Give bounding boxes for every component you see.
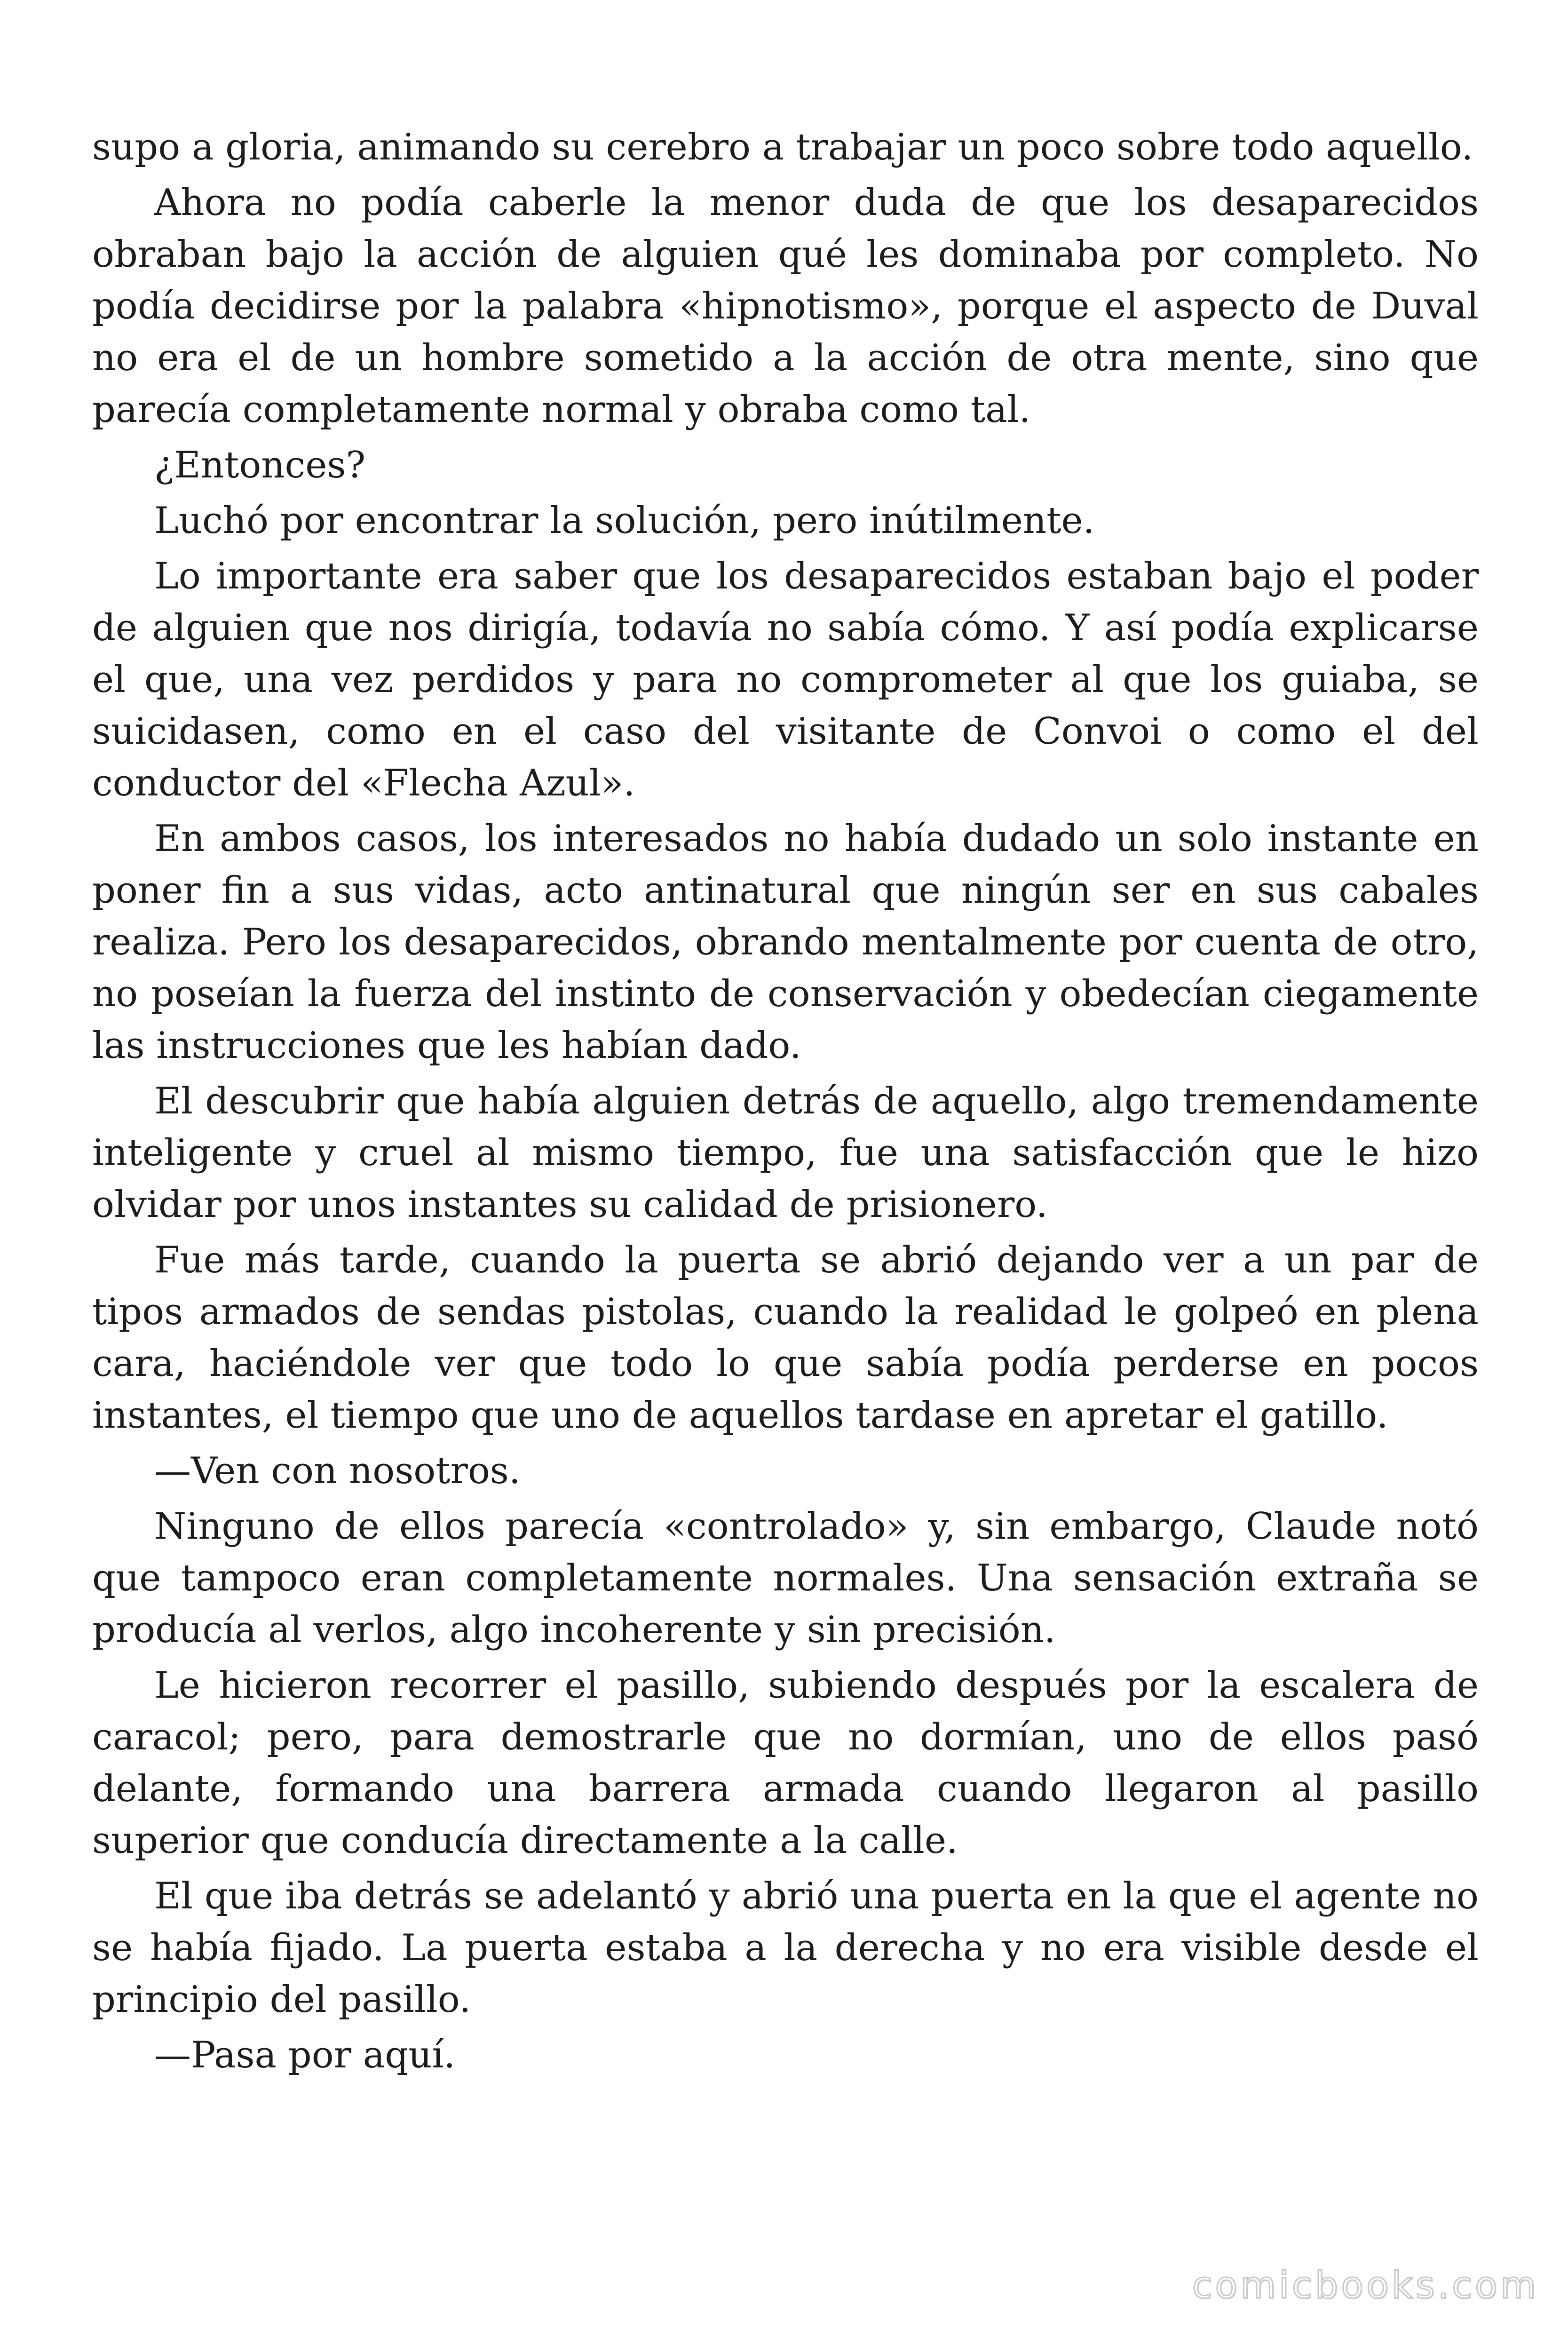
paragraph: supo a gloria, animando su cerebro a trabajar un poco sobre todo aquello.: [92, 126, 1473, 168]
paragraph: Le hicieron recorrer el pasillo, subiendo después por la escalera de caracol; pero, para demostrarle que no dormían, uno de ellos pasó delante, formando una barrera armada cuando llegaron al pasillo superior que conducía directamente a la calle.: [92, 1664, 1479, 1862]
paragraph: Lo importante era saber que los desaparecidos estaban bajo el poder de alguien que nos dirigía, todavía no sabía cómo. Y así podía explicarse el que, una vez perdidos y para no comprometer al que los guiaba, se suicidasen, como en el caso del visitante de Convoi o como el del conductor del «Flecha Azul».: [92, 555, 1479, 804]
paragraph: Fue más tarde, cuando la puerta se abrió dejando ver a un par de tipos armados de sendas pistolas, cuando la realidad le golpeó en plena cara, haciéndole ver que todo lo que sabía podía perderse en pocos instantes, el tiempo que uno de aquellos tardase en apretar el gatillo.: [92, 1239, 1479, 1437]
book-page-text: [92, 121, 1479, 2081]
paragraph: El descubrir que había alguien detrás de aquello, algo tremendamente inteligente y cruel al mismo tiempo, fue una satisfacción que le hizo olvidar por unos instantes su calidad de prisionero.: [92, 1080, 1479, 1226]
paragraph: ¿Entonces?: [154, 444, 366, 486]
dialogue-line: —Pasa por aquí.: [154, 2034, 456, 2076]
paragraph: Ninguno de ellos parecía «controlado» y, sin embargo, Claude notó que tampoco eran completamente normales. Una sensación extraña se producía al verlos, algo incoherente y sin precisión.: [92, 1505, 1479, 1651]
paragraph: Luchó por encontrar la solución, pero inútilmente.: [154, 500, 1095, 542]
paragraph: Ahora no podía caberle la menor duda de que los desaparecidos obraban bajo la acción de alguien qué les dominaba por completo. No podía decidirse por la palabra «hipnotismo», porque el aspecto de Duval no era el de un hombre sometido a la acción de otra mente, sino que parecía completamente normal y obraba como tal.: [92, 182, 1479, 431]
paragraph: En ambos casos, los interesados no había dudado un solo instante en poner fin a sus vidas, acto antinatural que ningún ser en sus cabales realiza. Pero los desaparecidos, obrando mentalmente por cuenta de otro, no poseían la fuerza del instinto de conservación y obedecían ciegamente las instrucciones que les habían dado.: [92, 818, 1479, 1067]
paragraph: El que iba detrás se adelantó y abrió una puerta en la que el agente no se había fijado. La puerta estaba a la derecha y no era visible desde el principio del pasillo.: [92, 1875, 1479, 2021]
watermark: comicbooks.com: [1192, 2265, 1539, 2307]
dialogue-line: —Ven con nosotros.: [154, 1450, 521, 1492]
